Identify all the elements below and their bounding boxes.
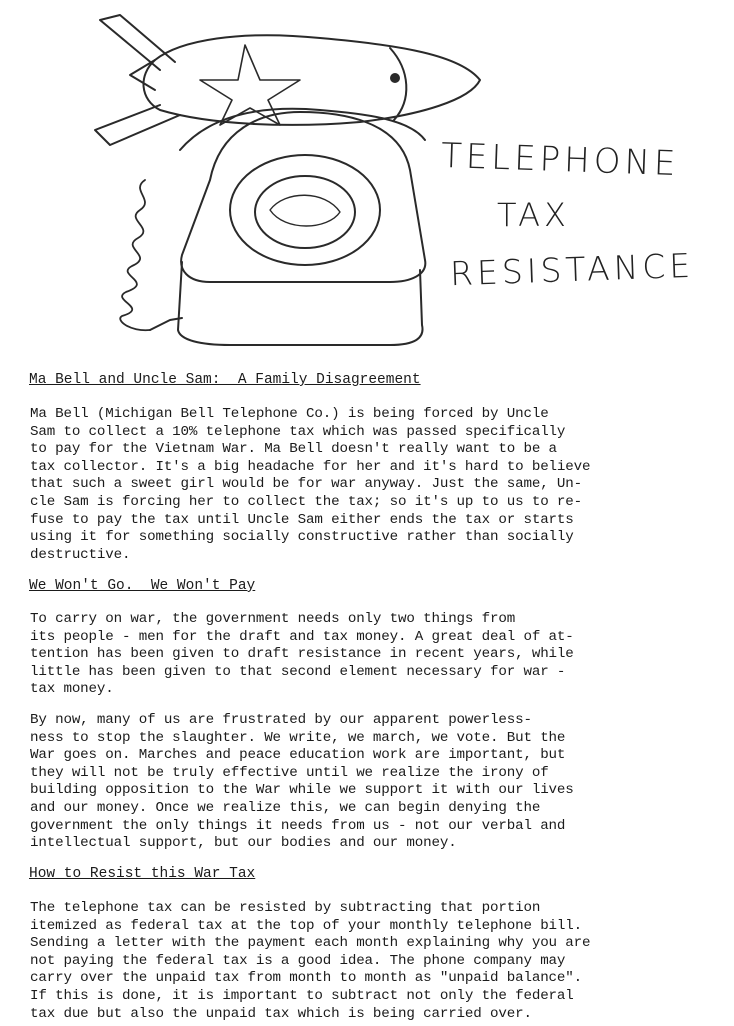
section-heading-family-disagreement: Ma Bell and Uncle Sam: A Family Disagreement bbox=[29, 372, 421, 388]
paragraph-ma-bell: Ma Bell (Michigan Bell Telephone Co.) is being forced by Uncle Sam to collect a 10% telephone tax which was passed specifically to pay for the Vietnam War. Ma Bell doesn't really want to be a tax collector. It's a big headache for her and it's hard to believe that such a sweet girl would be for war anyway. Just the same, Un- cle Sam is forcing her to collect the tax; so it's up to us to re- fuse to pay the tax until Uncle Sam either ends the tax or starts using it for something socially constructive rather than socially destructive. bbox=[30, 406, 591, 563]
paragraph-how-to-resist: The telephone tax can be resisted by subtracting that portion itemized as federal tax at the top of your monthly telephone bill. Sending a letter with the payment each month explaining why you are not paying the federal tax is a good idea. The phone company may carry over the unpaid tax from month to month as "unpaid balance". If this is done, it is important to subtract not only the federal tax due but also the unpaid tax which is being carried over. bbox=[30, 900, 591, 1022]
section-heading-wont-go: We Won't Go. We Won't Pay bbox=[29, 578, 256, 594]
paragraph-carry-on-war: To carry on war, the government needs only two things from its people - men for the draft and tax money. A great deal of at- tention has been given to draft resistance in recent years, while little has been given to that second element necessary for war - tax money. bbox=[30, 611, 574, 698]
title-line-telephone: TELEPHONE bbox=[440, 135, 681, 185]
title-line-resistance: RESISTANCE bbox=[449, 245, 695, 294]
title-line-tax: TAX bbox=[497, 196, 570, 234]
paragraph-powerlessness: By now, many of us are frustrated by our apparent powerless- ness to stop the slaughter. We write, we march, we vote. But the War goes on. Marches and peace education work are important, but they will not be truly effective until we realize the irony of building opposition to the War while we support it with our lives and our money. Once we realize this, we can begin denying the government the only things it needs from us - not our verbal and intellectual support, but our bodies and our money. bbox=[30, 712, 574, 852]
section-heading-how-to-resist: How to Resist this War Tax bbox=[29, 866, 256, 882]
